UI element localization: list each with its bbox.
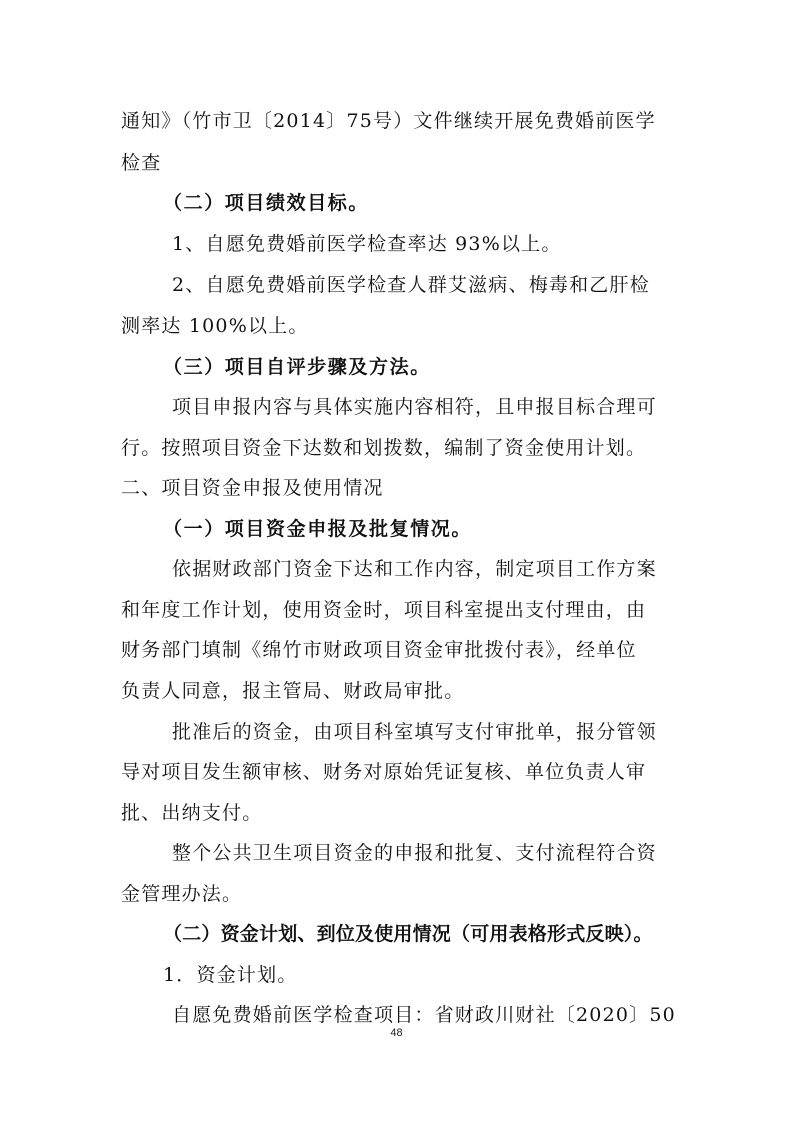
body-text-line: 和年度工作计划，使用资金时，项目科室提出支付理由，由 — [121, 599, 647, 621]
section-heading: （一）项目资金申报及批复情况。 — [163, 518, 473, 540]
section-heading: （二）资金计划、到位及使用情况（可用表格形式反映）。 — [163, 923, 653, 945]
body-text-line: 负责人同意，报主管局、财政局审批。 — [121, 680, 465, 702]
body-text-line: 项目申报内容与具体实施内容相符，且申报目标合理可 — [172, 396, 657, 418]
section-heading: （三）项目自评步骤及方法。 — [163, 356, 431, 378]
body-text-line: 依据财政部门资金下达和工作内容，制定项目工作方案 — [172, 558, 657, 580]
body-text-line: 自愿免费婚前医学检查项目：省财政川财社〔2020〕50 — [172, 1004, 676, 1026]
chapter-heading: 二、项目资金申报及使用情况 — [121, 477, 384, 499]
body-text-line: 检查 — [121, 152, 162, 174]
body-text-line: 测率达 100%以上。 — [121, 315, 309, 337]
section-heading: （二）项目绩效目标。 — [163, 192, 370, 214]
body-text-line: 批准后的资金，由项目科室填写支付审批单，报分管领 — [172, 721, 657, 743]
list-item: 1．资金计划。 — [163, 964, 298, 986]
body-text-line: 金管理办法。 — [121, 883, 243, 905]
body-text-line: 导对项目发生额审核、财务对原始凭证复核、单位负责人审 — [121, 761, 647, 783]
body-text-line: 通知》（竹市卫〔2014〕75号）文件继续开展免费婚前医学 — [121, 110, 656, 132]
body-text-line: 财务部门填制《绵竹市财政项目资金审批拨付表》，经单位 — [121, 639, 637, 661]
body-text-line: 批、出纳支付。 — [121, 802, 263, 824]
body-text-line: 行。按照项目资金下达数和划拨数，编制了资金使用计划。 — [121, 437, 647, 459]
page-number: 48 — [390, 1027, 403, 1039]
body-text-line: 整个公共卫生项目资金的申报和批复、支付流程符合资 — [172, 842, 657, 864]
list-item: 2、自愿免费婚前医学检查人群艾滋病、梅毒和乙肝检 — [172, 274, 650, 296]
list-item: 1、自愿免费婚前医学检查率达 93%以上。 — [172, 233, 562, 255]
